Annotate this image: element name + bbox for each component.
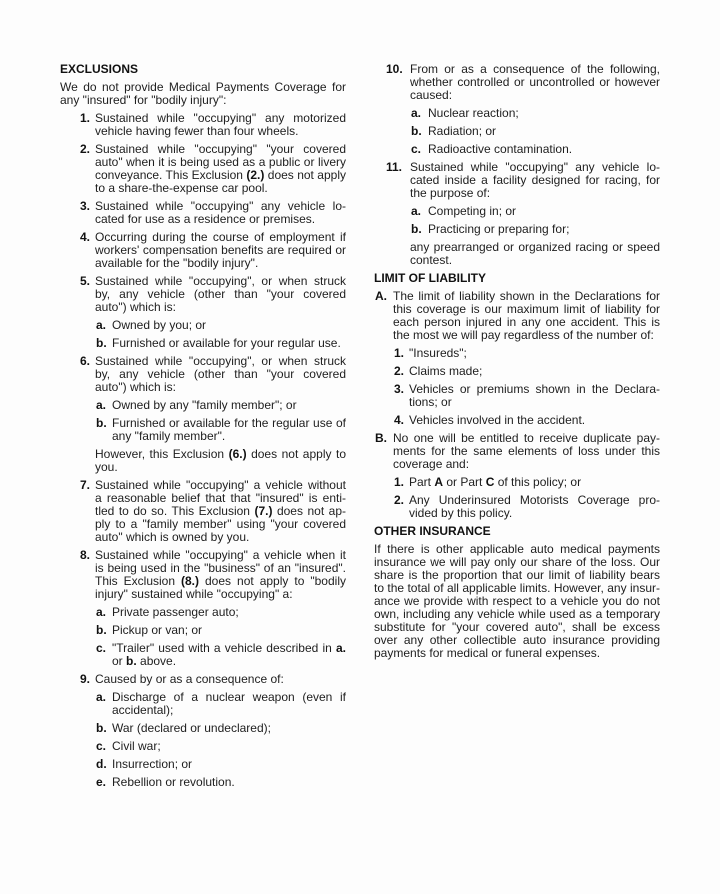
- item-text: [95, 143, 346, 195]
- item-text-part: does not apply to "bodily injury" sustained while "occupying" a:: [95, 574, 346, 601]
- exclusion-item-9: [60, 673, 346, 789]
- item-text: Sustained while "occupying" any vehicle located for use as a residence or premises.: [95, 199, 346, 226]
- sub-item: [95, 319, 346, 332]
- sub-item-text: Radiation; or: [428, 124, 497, 138]
- sub-item-text: Nuclear reaction;: [428, 106, 519, 120]
- sub-item-letter: a.: [96, 398, 107, 412]
- exclusion-item-11: [374, 161, 660, 267]
- exclusions-heading: EXCLUSIONS: [60, 62, 139, 76]
- sub-item: [95, 606, 346, 619]
- sub-item-letter: c.: [96, 641, 107, 655]
- section-text: No one will be entitled to receive duplicate payments for the same elements of loss under this coverage and:: [393, 431, 660, 471]
- sub-item: [410, 223, 660, 236]
- item-number: 3.: [80, 199, 91, 213]
- sub-item-letter: a.: [96, 605, 107, 619]
- liability-item: [393, 494, 660, 520]
- exclusion-item-1: [60, 112, 346, 138]
- sub-item: [95, 337, 346, 350]
- item-text: Sustained while "occupying" any motorized vehicle having fewer than four wheels.: [95, 111, 346, 138]
- item-text-part: of this policy; or: [494, 475, 582, 489]
- exclusion-item-10: [374, 63, 660, 156]
- exclusion-item-4: [60, 231, 346, 270]
- sub-item-letter: b.: [411, 222, 422, 236]
- note-text-part: does not apply to you.: [95, 447, 346, 474]
- sub-item-letter: e.: [96, 775, 107, 789]
- sub-item-text: War (declared or undeclared);: [112, 721, 271, 735]
- item-text: Sustained while "occupying", or when struck by, any vehicle (other than "your covered auto") which is:: [95, 354, 346, 394]
- exclusion-reference: (8.): [181, 574, 200, 588]
- item-number: 3.: [394, 382, 405, 396]
- item-number: 8.: [80, 548, 91, 562]
- liability-item: [393, 383, 660, 409]
- liability-section-b: [374, 432, 660, 520]
- sub-item-text-part: above.: [136, 654, 177, 668]
- sub-item-letter: a.: [411, 204, 422, 218]
- liability-item: [393, 414, 660, 427]
- sub-item: [410, 143, 660, 156]
- sub-item: [95, 624, 346, 637]
- right-column: [374, 63, 660, 660]
- part-reference: C: [485, 475, 495, 489]
- sub-item: [410, 125, 660, 138]
- liability-item: [393, 476, 660, 489]
- item-number: 10.: [386, 62, 403, 76]
- item-note: any prearranged or organized racing or speed contest.: [410, 240, 660, 267]
- item-text: Sustained while "occupying", or when struck by, any vehicle (other than "your covered auto") which is:: [95, 274, 346, 314]
- sub-item-text: Private passenger auto;: [112, 605, 239, 619]
- liability-item: [393, 347, 660, 360]
- sub-item-reference: b.: [126, 654, 137, 668]
- sub-item-text: Furnished or available for your regular use.: [112, 336, 341, 350]
- sub-item: [95, 776, 346, 789]
- sub-item-letter: b.: [96, 416, 107, 430]
- item-text: [95, 479, 346, 544]
- sub-item-text: Pickup or van; or: [112, 623, 203, 637]
- section-letter: B.: [375, 431, 387, 445]
- sub-item: [95, 722, 346, 735]
- sub-item-text-part: or: [112, 654, 127, 668]
- item-text: Caused by or as a consequence of:: [95, 672, 284, 686]
- exclusion-item-5: [60, 275, 346, 350]
- item-text: "Insureds";: [409, 346, 467, 360]
- exclusion-reference: (7.): [254, 504, 273, 518]
- item-text-part: Sustained while "occupying" a vehicle when it is being used in the "business" of an "insured". This Exclusion: [95, 548, 346, 588]
- item-number: 1.: [394, 475, 405, 489]
- sub-item: [95, 691, 346, 717]
- sub-item-text: Civil war;: [112, 739, 161, 753]
- sub-item-text: Radioactive contamination.: [428, 142, 573, 156]
- sub-item-text: Competing in; or: [428, 204, 517, 218]
- item-text-part: or Part: [443, 475, 486, 489]
- sub-item: [95, 758, 346, 771]
- sub-item: [95, 740, 346, 753]
- item-number: 1.: [394, 346, 405, 360]
- section-letter: A.: [375, 289, 387, 303]
- item-number: 4.: [394, 413, 405, 427]
- sub-item-text: Owned by you; or: [112, 318, 207, 332]
- sub-item-text: Furnished or available for the regular use of any "family member".: [112, 416, 346, 443]
- exclusion-item-8: [60, 549, 346, 668]
- sub-item-letter: a.: [411, 106, 422, 120]
- exclusion-item-2: [60, 143, 346, 195]
- item-text: [95, 549, 346, 601]
- sub-item: [95, 642, 346, 668]
- sub-item-letter: c.: [96, 739, 107, 753]
- part-reference: A: [434, 475, 444, 489]
- exclusion-reference: (6.): [228, 447, 247, 461]
- item-text: Claims made;: [409, 364, 483, 378]
- exclusion-item-3: [60, 200, 346, 226]
- item-number: 11.: [386, 160, 403, 174]
- item-number: 9.: [80, 672, 91, 686]
- sub-item-letter: c.: [411, 142, 422, 156]
- sub-item: [410, 107, 660, 120]
- other-insurance-text: If there is other applicable auto medical payments insurance we will pay only our share of the loss. Our share is the proportion that our limit of liability bears to the total of all applicable limits. However, any insurance we provide with respect to a vehicle you do not own, including any vehicle while used as a temporary substitute for "your covered auto", shall be excess over any other collectible auto insurance providing payments for medical or funeral expenses.: [374, 542, 660, 660]
- sub-item: [410, 205, 660, 218]
- liability-item: [393, 365, 660, 378]
- item-number: 1.: [80, 111, 91, 125]
- sub-item-letter: b.: [96, 721, 107, 735]
- sub-item-letter: a.: [96, 318, 107, 332]
- sub-item-text-part: "Trailer" used with a vehicle described in: [112, 641, 336, 655]
- item-number: 2.: [394, 493, 405, 507]
- item-note: [95, 448, 346, 474]
- item-number: 2.: [394, 364, 405, 378]
- sub-item: [95, 399, 346, 412]
- section-text: The limit of liability shown in the Declarations for this coverage is our maximum limit of liability for each person injured in any one accident. This is the most we will pay regardless of the number of:: [393, 289, 660, 342]
- item-text: [409, 476, 660, 489]
- sub-item-letter: b.: [96, 623, 107, 637]
- exclusions-intro: We do not provide Medical Payments Coverage for any "insured" for "bodily injury":: [60, 80, 346, 107]
- note-text-part: However, this Exclusion: [95, 447, 229, 461]
- sub-item-text: [112, 642, 346, 668]
- item-text: Vehicles or premiums shown in the Declarations; or: [409, 382, 660, 409]
- other-insurance-heading: OTHER INSURANCE: [374, 524, 491, 538]
- item-text-part: does not apply to a "family member" using "your covered auto" which is owned by you.: [95, 504, 346, 544]
- liability-section-a: [374, 290, 660, 427]
- sub-item-text: Rebellion or revolution.: [112, 775, 235, 789]
- sub-item-text: Insurrection; or: [112, 757, 193, 771]
- item-text: Occurring during the course of employment if workers' compensation benefits are required or available for the "bodily injury".: [95, 230, 346, 270]
- sub-item-text: Practicing or preparing for;: [428, 222, 570, 236]
- exclusion-reference: (2.): [246, 168, 265, 182]
- item-text-part: Sustained while "occupying" a vehicle without a reasonable belief that that "insured" is entitled to do so. This Exclusion: [95, 478, 346, 518]
- item-number: 2.: [80, 142, 91, 156]
- item-number: 6.: [80, 354, 91, 368]
- sub-item-letter: b.: [411, 124, 422, 138]
- item-text: Sustained while "occupying" any vehicle located inside a facility designed for racing, for the purpose of:: [410, 160, 660, 200]
- item-text: From or as a consequence of the following, whether controlled or uncontrolled or however caused:: [410, 62, 660, 102]
- item-text: Vehicles involved in the accident.: [409, 413, 586, 427]
- item-text-part: Part: [409, 475, 435, 489]
- item-text-part: does not apply to a share-the-expense car pool.: [95, 168, 346, 195]
- item-number: 5.: [80, 274, 91, 288]
- left-column: [60, 63, 346, 789]
- sub-item-reference: a.: [335, 641, 346, 655]
- item-number: 7.: [80, 478, 91, 492]
- sub-item: [95, 417, 346, 443]
- limit-of-liability-heading: LIMIT OF LIABILITY: [374, 271, 486, 285]
- exclusion-item-6: [60, 355, 346, 474]
- item-text-part: Sustained while "occupying" "your covered auto" when it is being used as a public or livery conveyance. This Exclusion: [95, 142, 346, 182]
- item-text: Any Underinsured Motorists Coverage provided by this policy.: [409, 493, 660, 520]
- sub-item-letter: b.: [96, 336, 107, 350]
- sub-item-text: Owned by any "family member"; or: [112, 398, 297, 412]
- sub-item-text: Discharge of a nuclear weapon (even if accidental);: [112, 690, 346, 717]
- item-number: 4.: [80, 230, 91, 244]
- sub-item-letter: a.: [96, 690, 107, 704]
- sub-item-letter: d.: [96, 757, 107, 771]
- exclusion-item-7: [60, 479, 346, 544]
